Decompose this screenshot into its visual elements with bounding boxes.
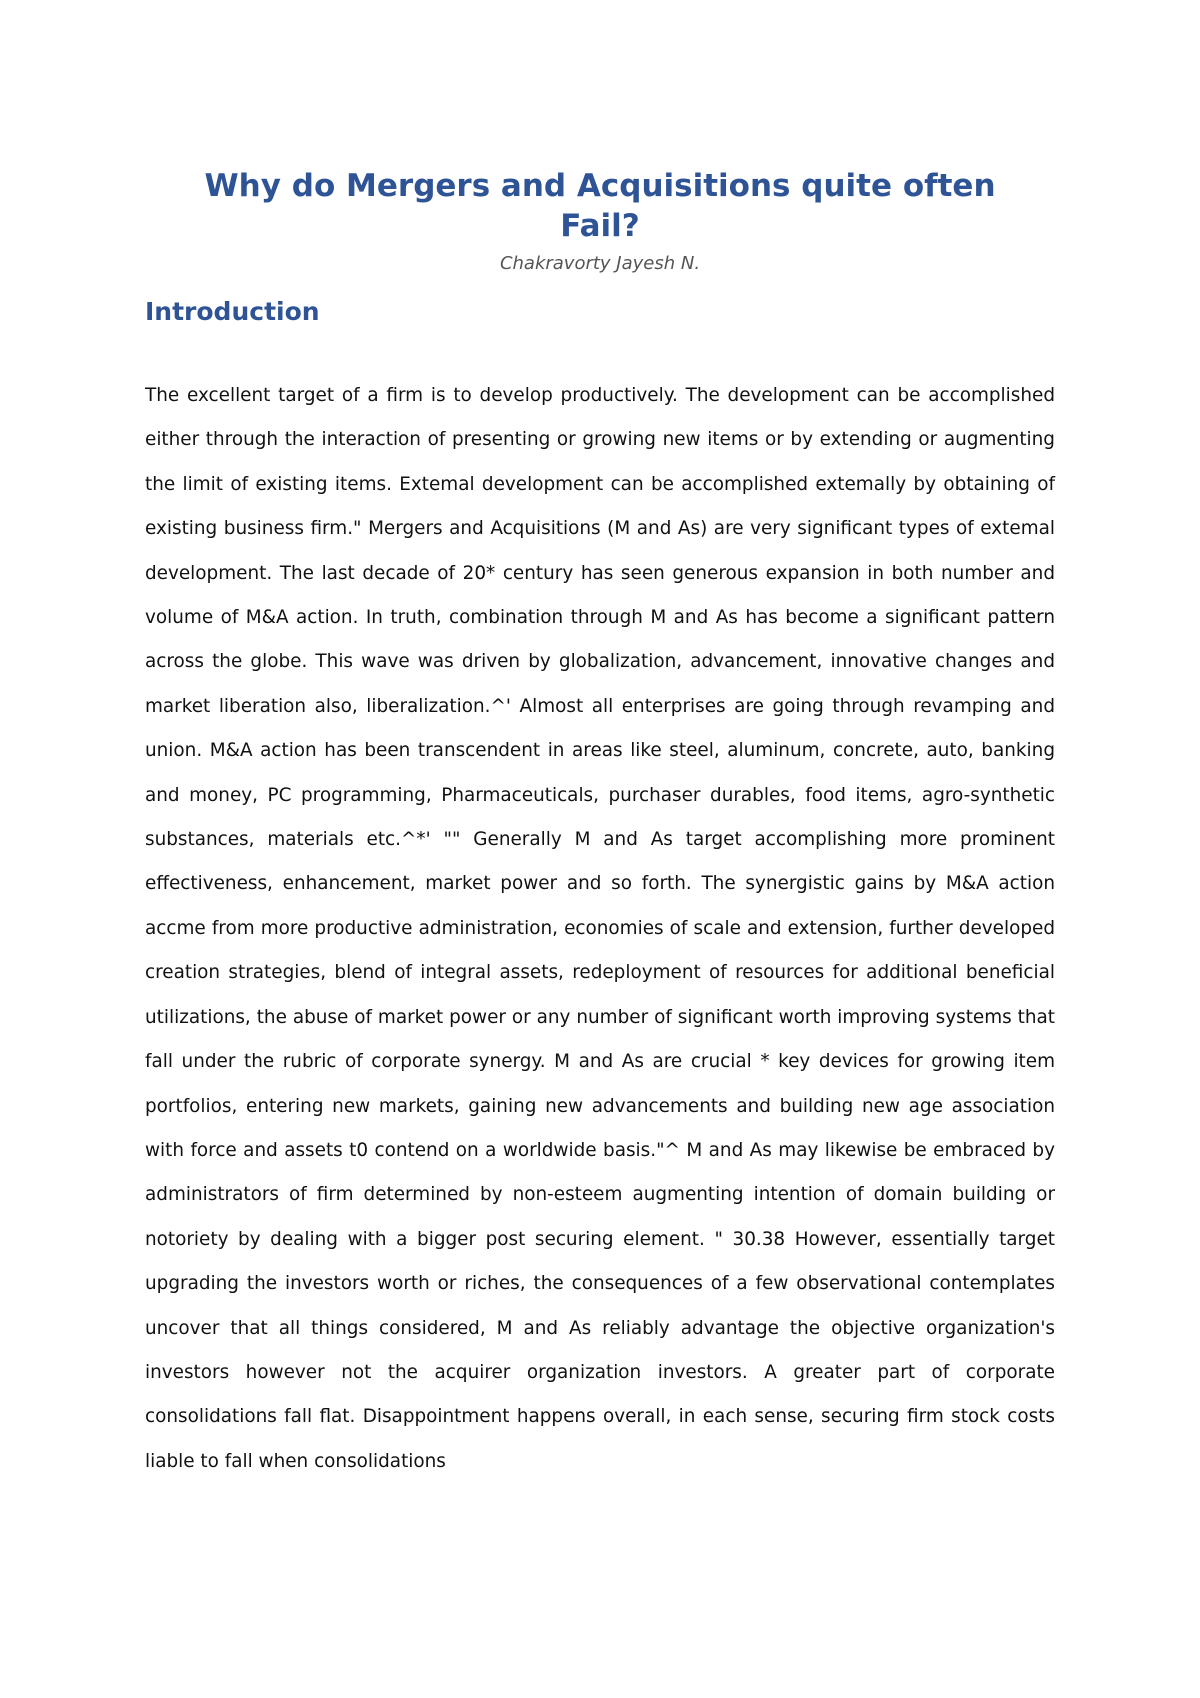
author-name: Chakravorty Jayesh N. [499,253,701,274]
section-heading: Introduction [145,297,320,326]
body-paragraph: The excellent target of a firm is to develop productively. The development can be accomplished either through the interaction of presenting or growing new items or by extending or augmenting the limit of existing items. Extemal development can be accomplished extemally by obtaining of existing business firm." Mergers and Acquisitions (M and As) are very significant types of extemal development. The last decade of 20* century has seen generous expansion in both number and volume of M&A action. In truth, combination through M and As has become a significant pattern across the globe. This wave was driven by globalization, advancement, innovative changes and market liberation also, liberalization.^' Almost all enterprises are going through revamping and union. M&A action has been transcendent in areas like steel, aluminum, concrete, auto, banking and money, PC programming, Pharmaceuticals, purchaser durables, food items, agro-synthetic substances, materials etc.^*' "" Generally M and As target accomplishing more prominent effectiveness, enhancement, market power and so forth. The synergistic gains by M&A action accme from more productive administration, economies of scale and extension, further developed creation strategies, blend of integral assets, redeployment of resources for additional beneficial utilizations, the abuse of market power or any number of significant worth improving systems that fall under the rubric of corporate synergy. M and As are crucial * key devices for growing item portfolios, entering new markets, gaining new advancements and building new age association with force and assets t0 contend on a worldwide basis."^ M and As may likewise be embraced by administrators of firm determined by non-esteem augmenting intention of domain building or notoriety by dealing with a bigger post securing element. " 30.38 However, essentially target upgrading the investors worth or riches, the consequences of a few observational contemplates uncover that all things considered, M and As reliably advantage the objective organization's investors however not the acquirer organization investors. A greater part of corporate consolidations fall flat. Disappointment happens overall, in each sense, securing firm stock costs liable to fall when consolidations [145,385,1055,1472]
document-title: Why do Mergers and Acquisitions quite often Fail? [204,168,996,244]
